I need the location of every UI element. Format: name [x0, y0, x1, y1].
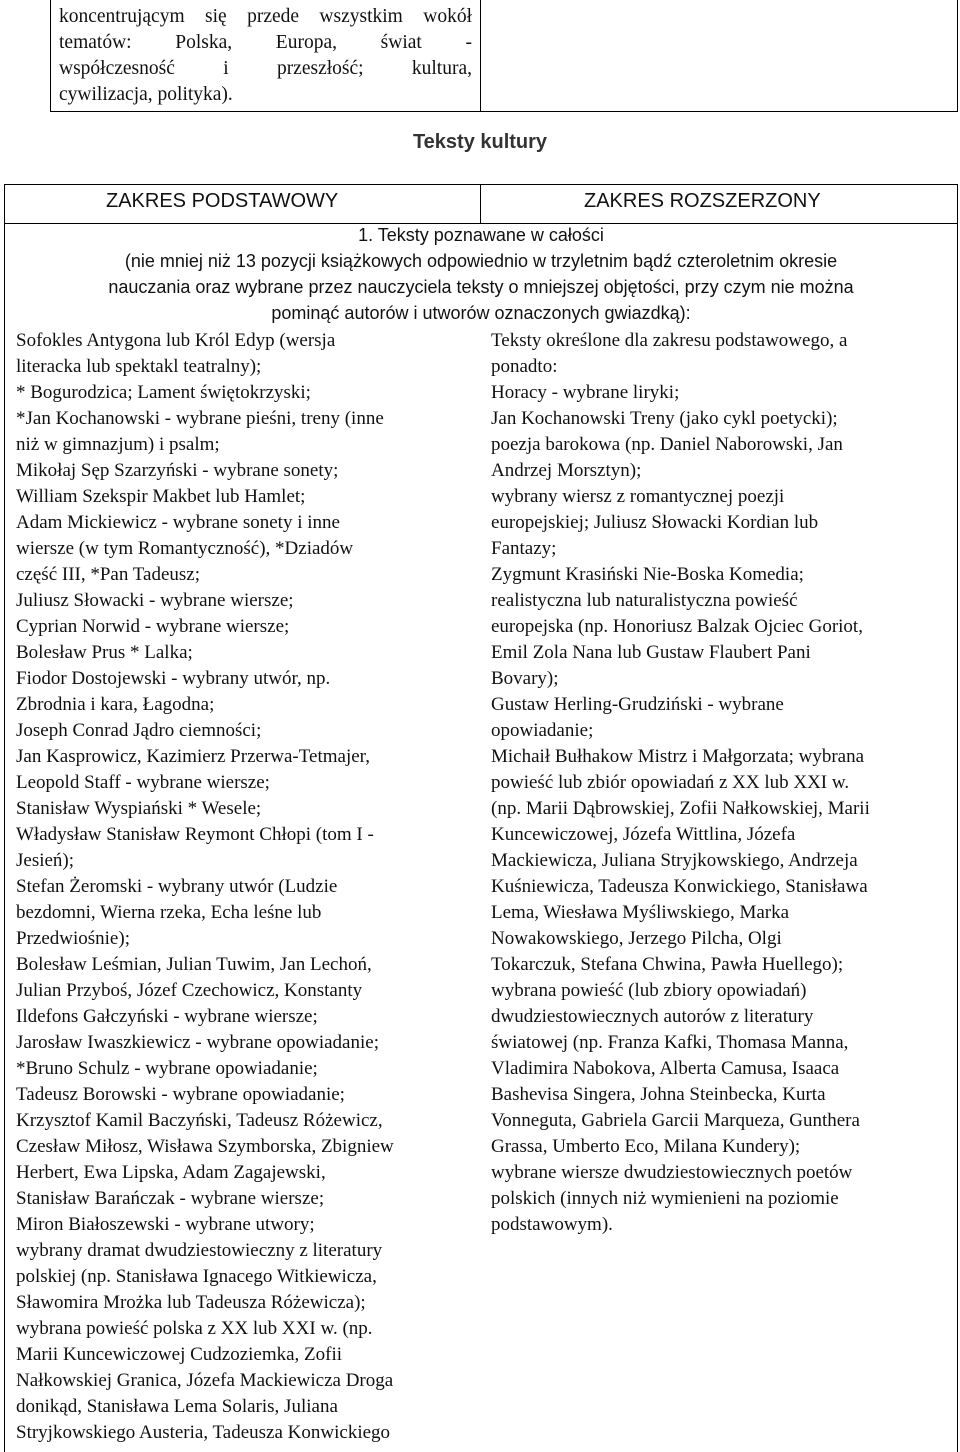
list-line: Grassa, Umberto Eco, Milana Kundery); [491, 1136, 801, 1157]
list-line: Nowakowskiego, Jerzego Pilcha, Olgi [491, 928, 782, 949]
top-cell-line: współczesność i przeszłość; kultura, [59, 58, 472, 79]
list-line: światowej (np. Franza Kafki, Thomasa Manna, [491, 1032, 849, 1053]
top-cell-line: koncentrującym się przede wszystkim wokół [59, 6, 472, 27]
list-line: Jan Kochanowski Treny (jako cykl poetycki); [491, 408, 838, 429]
list-line: Vladimira Nabokova, Alberta Camusa, Isaaca [491, 1058, 840, 1079]
list-line: Tokarczuk, Stefana Chwina, Pawła Huellego); [491, 954, 844, 975]
list-line: europejska (np. Honoriusz Balzak Ojciec Goriot, [491, 616, 863, 637]
list-line: Julian Przyboś, Józef Czechowicz, Konstanty [16, 980, 363, 1001]
list-line: Stefan Żeromski - wybrany utwór (Ludzie [16, 876, 338, 897]
list-line: *Bruno Schulz - wybrane opowiadanie; [16, 1058, 318, 1079]
list-line: Lema, Wiesława Myśliwskiego, Marka [491, 902, 790, 923]
list-line: wybrana powieść polska z XX lub XXI w. (np. [16, 1318, 373, 1339]
list-line: Stryjkowskiego Austeria, Tadeusza Konwickiego [16, 1422, 391, 1443]
list-line: ponadto: [491, 356, 558, 377]
list-line: Stanisław Barańczak - wybrane wiersze; [16, 1188, 325, 1209]
list-line: Zygmunt Krasiński Nie-Boska Komedia; [491, 564, 804, 585]
list-line: dwudziestowiecznych autorów z literatury [491, 1006, 814, 1027]
list-line: Bashevisa Singera, Johna Steinbecka, Kurta [491, 1084, 826, 1105]
intro-line: nauczania oraz wybrane przez nauczyciela teksty o mniejszej objętości, przy czym nie można [108, 277, 854, 297]
section-title: Teksty kultury [412, 131, 548, 153]
list-line: Bolesław Prus * Lalka; [16, 642, 193, 663]
list-line: Jarosław Iwaszkiewicz - wybrane opowiadanie; [16, 1032, 379, 1053]
list-line: Stanisław Wyspiański * Wesele; [16, 798, 262, 819]
list-line: Gustaw Herling-Grudziński - wybrane [491, 694, 784, 715]
list-line: Cyprian Norwid - wybrane wiersze; [16, 616, 290, 637]
list-line: Tadeusz Borowski - wybrane opowiadanie; [16, 1084, 345, 1105]
list-line: wybrana powieść (lub zbiory opowiadań) [491, 980, 807, 1001]
list-line: Miron Białoszewski - wybrane utwory; [16, 1214, 315, 1235]
list-line: wybrane wiersze dwudziestowiecznych poetów [491, 1162, 853, 1183]
list-line: Michaił Bułhakow Mistrz i Małgorzata; wybrana [491, 746, 865, 767]
list-line: Sławomira Mrożka lub Tadeusza Różewicza); [16, 1292, 366, 1313]
intro-line: pominąć autorów i utworów oznaczonych gwiazdką): [271, 303, 691, 323]
list-line: opowiadanie; [491, 720, 594, 741]
list-line: Juliusz Słowacki - wybrane wiersze; [16, 590, 294, 611]
list-line: literacka lub spektakl teatralny); [16, 356, 262, 377]
list-line: wybrany wiersz z romantycznej poezji [491, 486, 785, 507]
list-line: Vonneguta, Gabriela Garcii Marqueza, Gunthera [491, 1110, 860, 1131]
list-line: Mikołaj Sęp Szarzyński - wybrane sonety; [16, 460, 339, 481]
list-line: Władysław Stanisław Reymont Chłopi (tom I - [16, 824, 374, 845]
list-line: Teksty określone dla zakresu podstawowego, a [491, 330, 848, 351]
header-extended-scope: ZAKRES ROZSZERZONY [584, 190, 821, 212]
list-line: Nałkowskiej Granica, Józefa Mackiewicza Droga [16, 1370, 394, 1391]
list-line: niż w gimnazjum) i psalm; [16, 434, 220, 455]
list-line: polskich (innych niż wymienieni na poziomie [491, 1188, 839, 1209]
list-line: Andrzej Morsztyn); [491, 460, 642, 481]
list-line: Leopold Staff - wybrane wiersze; [16, 772, 270, 793]
list-line: William Szekspir Makbet lub Hamlet; [16, 486, 306, 507]
list-line: podstawowym). [491, 1214, 613, 1235]
list-line: Emil Zola Nana lub Gustaw Flaubert Pani [491, 642, 811, 663]
list-line: Herbert, Ewa Lipska, Adam Zagajewski, [16, 1162, 326, 1183]
header-separator [480, 184, 481, 224]
list-line: Horacy - wybrane liryki; [491, 382, 680, 403]
list-line: Jan Kasprowicz, Kazimierz Przerwa-Tetmajer, [16, 746, 370, 767]
intro-paragraph [10, 222, 952, 326]
top-left-cell [51, 0, 481, 111]
list-line: Marii Kuncewiczowej Cudzoziemka, Zofii [16, 1344, 343, 1365]
list-line: Przedwiośnie); [16, 928, 130, 949]
basic-scope-list [16, 328, 476, 1446]
list-line: Joseph Conrad Jądro ciemności; [16, 720, 262, 741]
extended-scope-list [491, 328, 951, 1238]
list-line: donikąd, Stanisława Lema Solaris, Juliana [16, 1396, 338, 1417]
list-line: europejskiej; Juliusz Słowacki Kordian lub [491, 512, 819, 533]
list-line: Mackiewicza, Juliana Stryjkowskiego, Andrzeja [491, 850, 858, 871]
list-line: wiersze (w tym Romantyczność), *Dziadów [16, 538, 354, 559]
list-line: *Jan Kochanowski - wybrane pieśni, treny (inne [16, 408, 384, 429]
list-line: Zbrodnia i kara, Łagodna; [16, 694, 215, 715]
list-line: realistyczna lub naturalistyczna powieść [491, 590, 798, 611]
top-table [50, 0, 958, 112]
list-line: Adam Mickiewicz - wybrane sonety i inne [16, 512, 340, 533]
list-line: bezdomni, Wierna rzeka, Echa leśne lub [16, 902, 322, 923]
list-line: Bolesław Leśmian, Julian Tuwim, Jan Lechoń, [16, 954, 372, 975]
list-line: poezja barokowa (np. Daniel Naborowski, Jan [491, 434, 843, 455]
list-line: część III, *Pan Tadeusz; [16, 564, 201, 585]
intro-line: (nie mniej niż 13 pozycji książkowych odpowiednio w trzyletnim bądź czteroletnim okresie [124, 251, 838, 271]
list-line: Fiodor Dostojewski - wybrany utwór, np. [16, 668, 331, 689]
list-line: Kuncewiczowej, Józefa Wittlina, Józefa [491, 824, 796, 845]
list-line: * Bogurodzica; Lament świętokrzyski; [16, 382, 311, 403]
list-line: Bovary); [491, 668, 559, 689]
top-cell-line: cywilizacja, polityka). [59, 84, 233, 105]
intro-line: 1. Teksty poznawane w całości [358, 225, 604, 245]
list-line: Jesień); [16, 850, 75, 871]
list-line: wybrany dramat dwudziestowieczny z literatury [16, 1240, 383, 1261]
list-line: Kuśniewicza, Tadeusza Konwickiego, Stanisława [491, 876, 868, 897]
list-line: Fantazy; [491, 538, 557, 559]
list-line: Krzysztof Kamil Baczyński, Tadeusz Różewicz, [16, 1110, 383, 1131]
list-line: powieść lub zbiór opowiadań z XX lub XXI w. [491, 772, 850, 793]
list-line: Czesław Miłosz, Wisława Szymborska, Zbigniew [16, 1136, 394, 1157]
list-line: (np. Marii Dąbrowskiej, Zofii Nałkowskiej, Marii [491, 798, 870, 819]
header-basic-scope: ZAKRES PODSTAWOWY [106, 190, 339, 212]
list-line: polskiej (np. Stanisława Ignacego Witkiewicza, [16, 1266, 377, 1287]
top-cell-line: tematów: Polska, Europa, świat - [59, 32, 472, 53]
list-line: Sofokles Antygona lub Król Edyp (wersja [16, 330, 336, 351]
list-line: Ildefons Gałczyński - wybrane wiersze; [16, 1006, 318, 1027]
